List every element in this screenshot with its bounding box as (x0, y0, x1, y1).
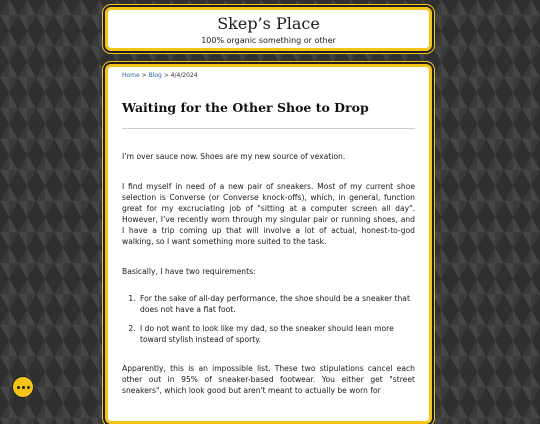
breadcrumb-date: 4/4/2024 (170, 72, 198, 79)
requirements-list (122, 293, 415, 345)
post-paragraph: Basically, I have two requirements: (122, 267, 256, 276)
list-item: 1. For the sake of all-day performance, the shoe should be a sneaker that does not have a flat foot. (138, 293, 415, 315)
chat-bubble-icon[interactable] (12, 376, 34, 398)
site-title[interactable]: Skep’s Place (217, 14, 320, 33)
site-header (105, 7, 432, 51)
title-divider (122, 128, 415, 129)
breadcrumb-home-link[interactable]: Home (122, 72, 140, 79)
post-title: Waiting for the Other Shoe to Drop (122, 100, 369, 115)
site-subtitle: 100% organic something or other (201, 36, 336, 45)
breadcrumb-separator: > (139, 72, 149, 79)
list-item: 2. I do not want to look like my dad, so the sneaker should lean more toward stylish instead of sporty. (138, 323, 415, 345)
breadcrumb (122, 72, 415, 80)
post-paragraph: Apparently, this is an impossible list. These two stipulations cancel each other out in 95% of sneaker-based footwear. You either get "street sneakers", which look good but aren't meant to actually be worn for (122, 364, 415, 395)
dot (27, 386, 30, 389)
article-card (105, 64, 432, 424)
post-paragraph: I find myself in need of a new pair of sneakers. Most of my current shoe selection is Converse (or Converse knock-offs), which, in general, function great for my excruciating job of "sitting at a computer screen all day". However, I’ve recently worn through my singular pair or running shoes, and I have a trip coming up that will involve a lot of actual, honest-to-god walking, so I want something more suited to the task. (122, 182, 415, 246)
dot (17, 386, 20, 389)
post-paragraph: I’m over sauce now. Shoes are my new source of vexation. (122, 152, 346, 161)
breadcrumb-blog-link[interactable]: Blog (148, 72, 162, 79)
dot (22, 386, 25, 389)
breadcrumb-separator: > (161, 72, 171, 79)
